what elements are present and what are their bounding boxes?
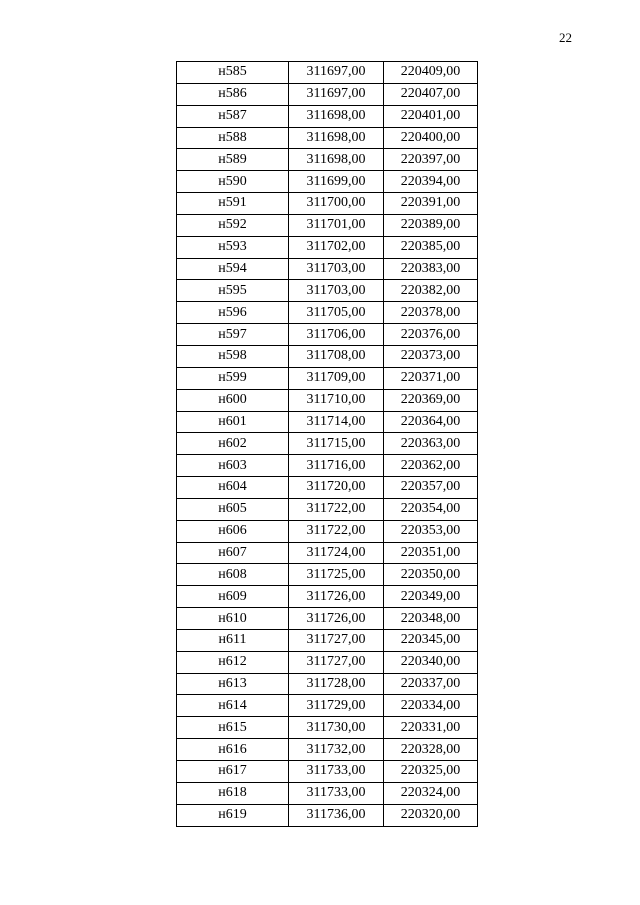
x-coordinate-cell: 311708,00	[289, 345, 384, 367]
table-row	[177, 804, 478, 826]
y-coordinate-cell: 220324,00	[384, 782, 478, 804]
point-name-cell: н598	[177, 345, 289, 367]
y-coordinate-cell: 220400,00	[384, 127, 478, 149]
point-name-cell: н614	[177, 695, 289, 717]
point-name-cell: н602	[177, 433, 289, 455]
x-coordinate-cell: 311730,00	[289, 717, 384, 739]
table-row	[177, 586, 478, 608]
y-coordinate-cell: 220320,00	[384, 804, 478, 826]
y-coordinate-cell: 220373,00	[384, 345, 478, 367]
table-row	[177, 280, 478, 302]
table-row	[177, 258, 478, 280]
table-row	[177, 455, 478, 477]
x-coordinate-cell: 311715,00	[289, 433, 384, 455]
table-row	[177, 673, 478, 695]
table-row	[177, 433, 478, 455]
x-coordinate-cell: 311710,00	[289, 389, 384, 411]
point-name-cell: н605	[177, 498, 289, 520]
point-name-cell: н619	[177, 804, 289, 826]
point-name-cell: н596	[177, 302, 289, 324]
table-row	[177, 477, 478, 499]
point-name-cell: н593	[177, 236, 289, 258]
point-name-cell: н618	[177, 782, 289, 804]
table-row	[177, 127, 478, 149]
table-row	[177, 236, 478, 258]
x-coordinate-cell: 311705,00	[289, 302, 384, 324]
point-name-cell: н611	[177, 629, 289, 651]
x-coordinate-cell: 311733,00	[289, 782, 384, 804]
y-coordinate-cell: 220394,00	[384, 171, 478, 193]
table-row	[177, 324, 478, 346]
x-coordinate-cell: 311727,00	[289, 651, 384, 673]
y-coordinate-cell: 220354,00	[384, 498, 478, 520]
point-name-cell: н587	[177, 105, 289, 127]
coordinates-table-body	[177, 62, 478, 827]
x-coordinate-cell: 311698,00	[289, 127, 384, 149]
y-coordinate-cell: 220385,00	[384, 236, 478, 258]
x-coordinate-cell: 311701,00	[289, 214, 384, 236]
x-coordinate-cell: 311709,00	[289, 367, 384, 389]
table-row	[177, 629, 478, 651]
y-coordinate-cell: 220407,00	[384, 83, 478, 105]
point-name-cell: н585	[177, 62, 289, 84]
x-coordinate-cell: 311700,00	[289, 193, 384, 215]
table-row	[177, 761, 478, 783]
point-name-cell: н599	[177, 367, 289, 389]
x-coordinate-cell: 311722,00	[289, 498, 384, 520]
x-coordinate-cell: 311697,00	[289, 62, 384, 84]
point-name-cell: н617	[177, 761, 289, 783]
y-coordinate-cell: 220337,00	[384, 673, 478, 695]
x-coordinate-cell: 311699,00	[289, 171, 384, 193]
table-row	[177, 608, 478, 630]
y-coordinate-cell: 220383,00	[384, 258, 478, 280]
x-coordinate-cell: 311729,00	[289, 695, 384, 717]
point-name-cell: н613	[177, 673, 289, 695]
y-coordinate-cell: 220334,00	[384, 695, 478, 717]
table-row	[177, 651, 478, 673]
y-coordinate-cell: 220362,00	[384, 455, 478, 477]
point-name-cell: н604	[177, 477, 289, 499]
x-coordinate-cell: 311726,00	[289, 586, 384, 608]
x-coordinate-cell: 311698,00	[289, 105, 384, 127]
y-coordinate-cell: 220348,00	[384, 608, 478, 630]
table-row	[177, 149, 478, 171]
table-row	[177, 171, 478, 193]
point-name-cell: н594	[177, 258, 289, 280]
table-row	[177, 411, 478, 433]
x-coordinate-cell: 311702,00	[289, 236, 384, 258]
table-row	[177, 302, 478, 324]
x-coordinate-cell: 311706,00	[289, 324, 384, 346]
point-name-cell: н586	[177, 83, 289, 105]
y-coordinate-cell: 220357,00	[384, 477, 478, 499]
point-name-cell: н597	[177, 324, 289, 346]
y-coordinate-cell: 220369,00	[384, 389, 478, 411]
y-coordinate-cell: 220345,00	[384, 629, 478, 651]
point-name-cell: н612	[177, 651, 289, 673]
x-coordinate-cell: 311714,00	[289, 411, 384, 433]
point-name-cell: н592	[177, 214, 289, 236]
x-coordinate-cell: 311724,00	[289, 542, 384, 564]
y-coordinate-cell: 220353,00	[384, 520, 478, 542]
table-row	[177, 564, 478, 586]
point-name-cell: н616	[177, 739, 289, 761]
table-row	[177, 739, 478, 761]
point-name-cell: н603	[177, 455, 289, 477]
x-coordinate-cell: 311698,00	[289, 149, 384, 171]
y-coordinate-cell: 220397,00	[384, 149, 478, 171]
y-coordinate-cell: 220349,00	[384, 586, 478, 608]
point-name-cell: н590	[177, 171, 289, 193]
x-coordinate-cell: 311725,00	[289, 564, 384, 586]
point-name-cell: н601	[177, 411, 289, 433]
table-row	[177, 542, 478, 564]
table-row	[177, 345, 478, 367]
table-row	[177, 717, 478, 739]
table-row	[177, 695, 478, 717]
point-name-cell: н600	[177, 389, 289, 411]
point-name-cell: н615	[177, 717, 289, 739]
page-number: 22	[559, 30, 572, 45]
y-coordinate-cell: 220409,00	[384, 62, 478, 84]
x-coordinate-cell: 311720,00	[289, 477, 384, 499]
table-row	[177, 83, 478, 105]
point-name-cell: н588	[177, 127, 289, 149]
table-row	[177, 367, 478, 389]
coordinates-table	[176, 61, 478, 827]
point-name-cell: н607	[177, 542, 289, 564]
table-row	[177, 62, 478, 84]
point-name-cell: н610	[177, 608, 289, 630]
table-row	[177, 520, 478, 542]
y-coordinate-cell: 220364,00	[384, 411, 478, 433]
x-coordinate-cell: 311716,00	[289, 455, 384, 477]
y-coordinate-cell: 220331,00	[384, 717, 478, 739]
x-coordinate-cell: 311722,00	[289, 520, 384, 542]
x-coordinate-cell: 311726,00	[289, 608, 384, 630]
point-name-cell: н591	[177, 193, 289, 215]
y-coordinate-cell: 220382,00	[384, 280, 478, 302]
y-coordinate-cell: 220350,00	[384, 564, 478, 586]
table-row	[177, 498, 478, 520]
y-coordinate-cell: 220391,00	[384, 193, 478, 215]
y-coordinate-cell: 220401,00	[384, 105, 478, 127]
x-coordinate-cell: 311728,00	[289, 673, 384, 695]
y-coordinate-cell: 220328,00	[384, 739, 478, 761]
y-coordinate-cell: 220340,00	[384, 651, 478, 673]
y-coordinate-cell: 220351,00	[384, 542, 478, 564]
y-coordinate-cell: 220371,00	[384, 367, 478, 389]
x-coordinate-cell: 311703,00	[289, 258, 384, 280]
x-coordinate-cell: 311736,00	[289, 804, 384, 826]
x-coordinate-cell: 311732,00	[289, 739, 384, 761]
x-coordinate-cell: 311733,00	[289, 761, 384, 783]
table-row	[177, 105, 478, 127]
y-coordinate-cell: 220378,00	[384, 302, 478, 324]
y-coordinate-cell: 220325,00	[384, 761, 478, 783]
x-coordinate-cell: 311703,00	[289, 280, 384, 302]
table-row	[177, 782, 478, 804]
point-name-cell: н595	[177, 280, 289, 302]
y-coordinate-cell: 220389,00	[384, 214, 478, 236]
y-coordinate-cell: 220363,00	[384, 433, 478, 455]
point-name-cell: н589	[177, 149, 289, 171]
x-coordinate-cell: 311727,00	[289, 629, 384, 651]
y-coordinate-cell: 220376,00	[384, 324, 478, 346]
x-coordinate-cell: 311697,00	[289, 83, 384, 105]
table-row	[177, 193, 478, 215]
table-row	[177, 214, 478, 236]
point-name-cell: н606	[177, 520, 289, 542]
point-name-cell: н609	[177, 586, 289, 608]
table-row	[177, 389, 478, 411]
point-name-cell: н608	[177, 564, 289, 586]
